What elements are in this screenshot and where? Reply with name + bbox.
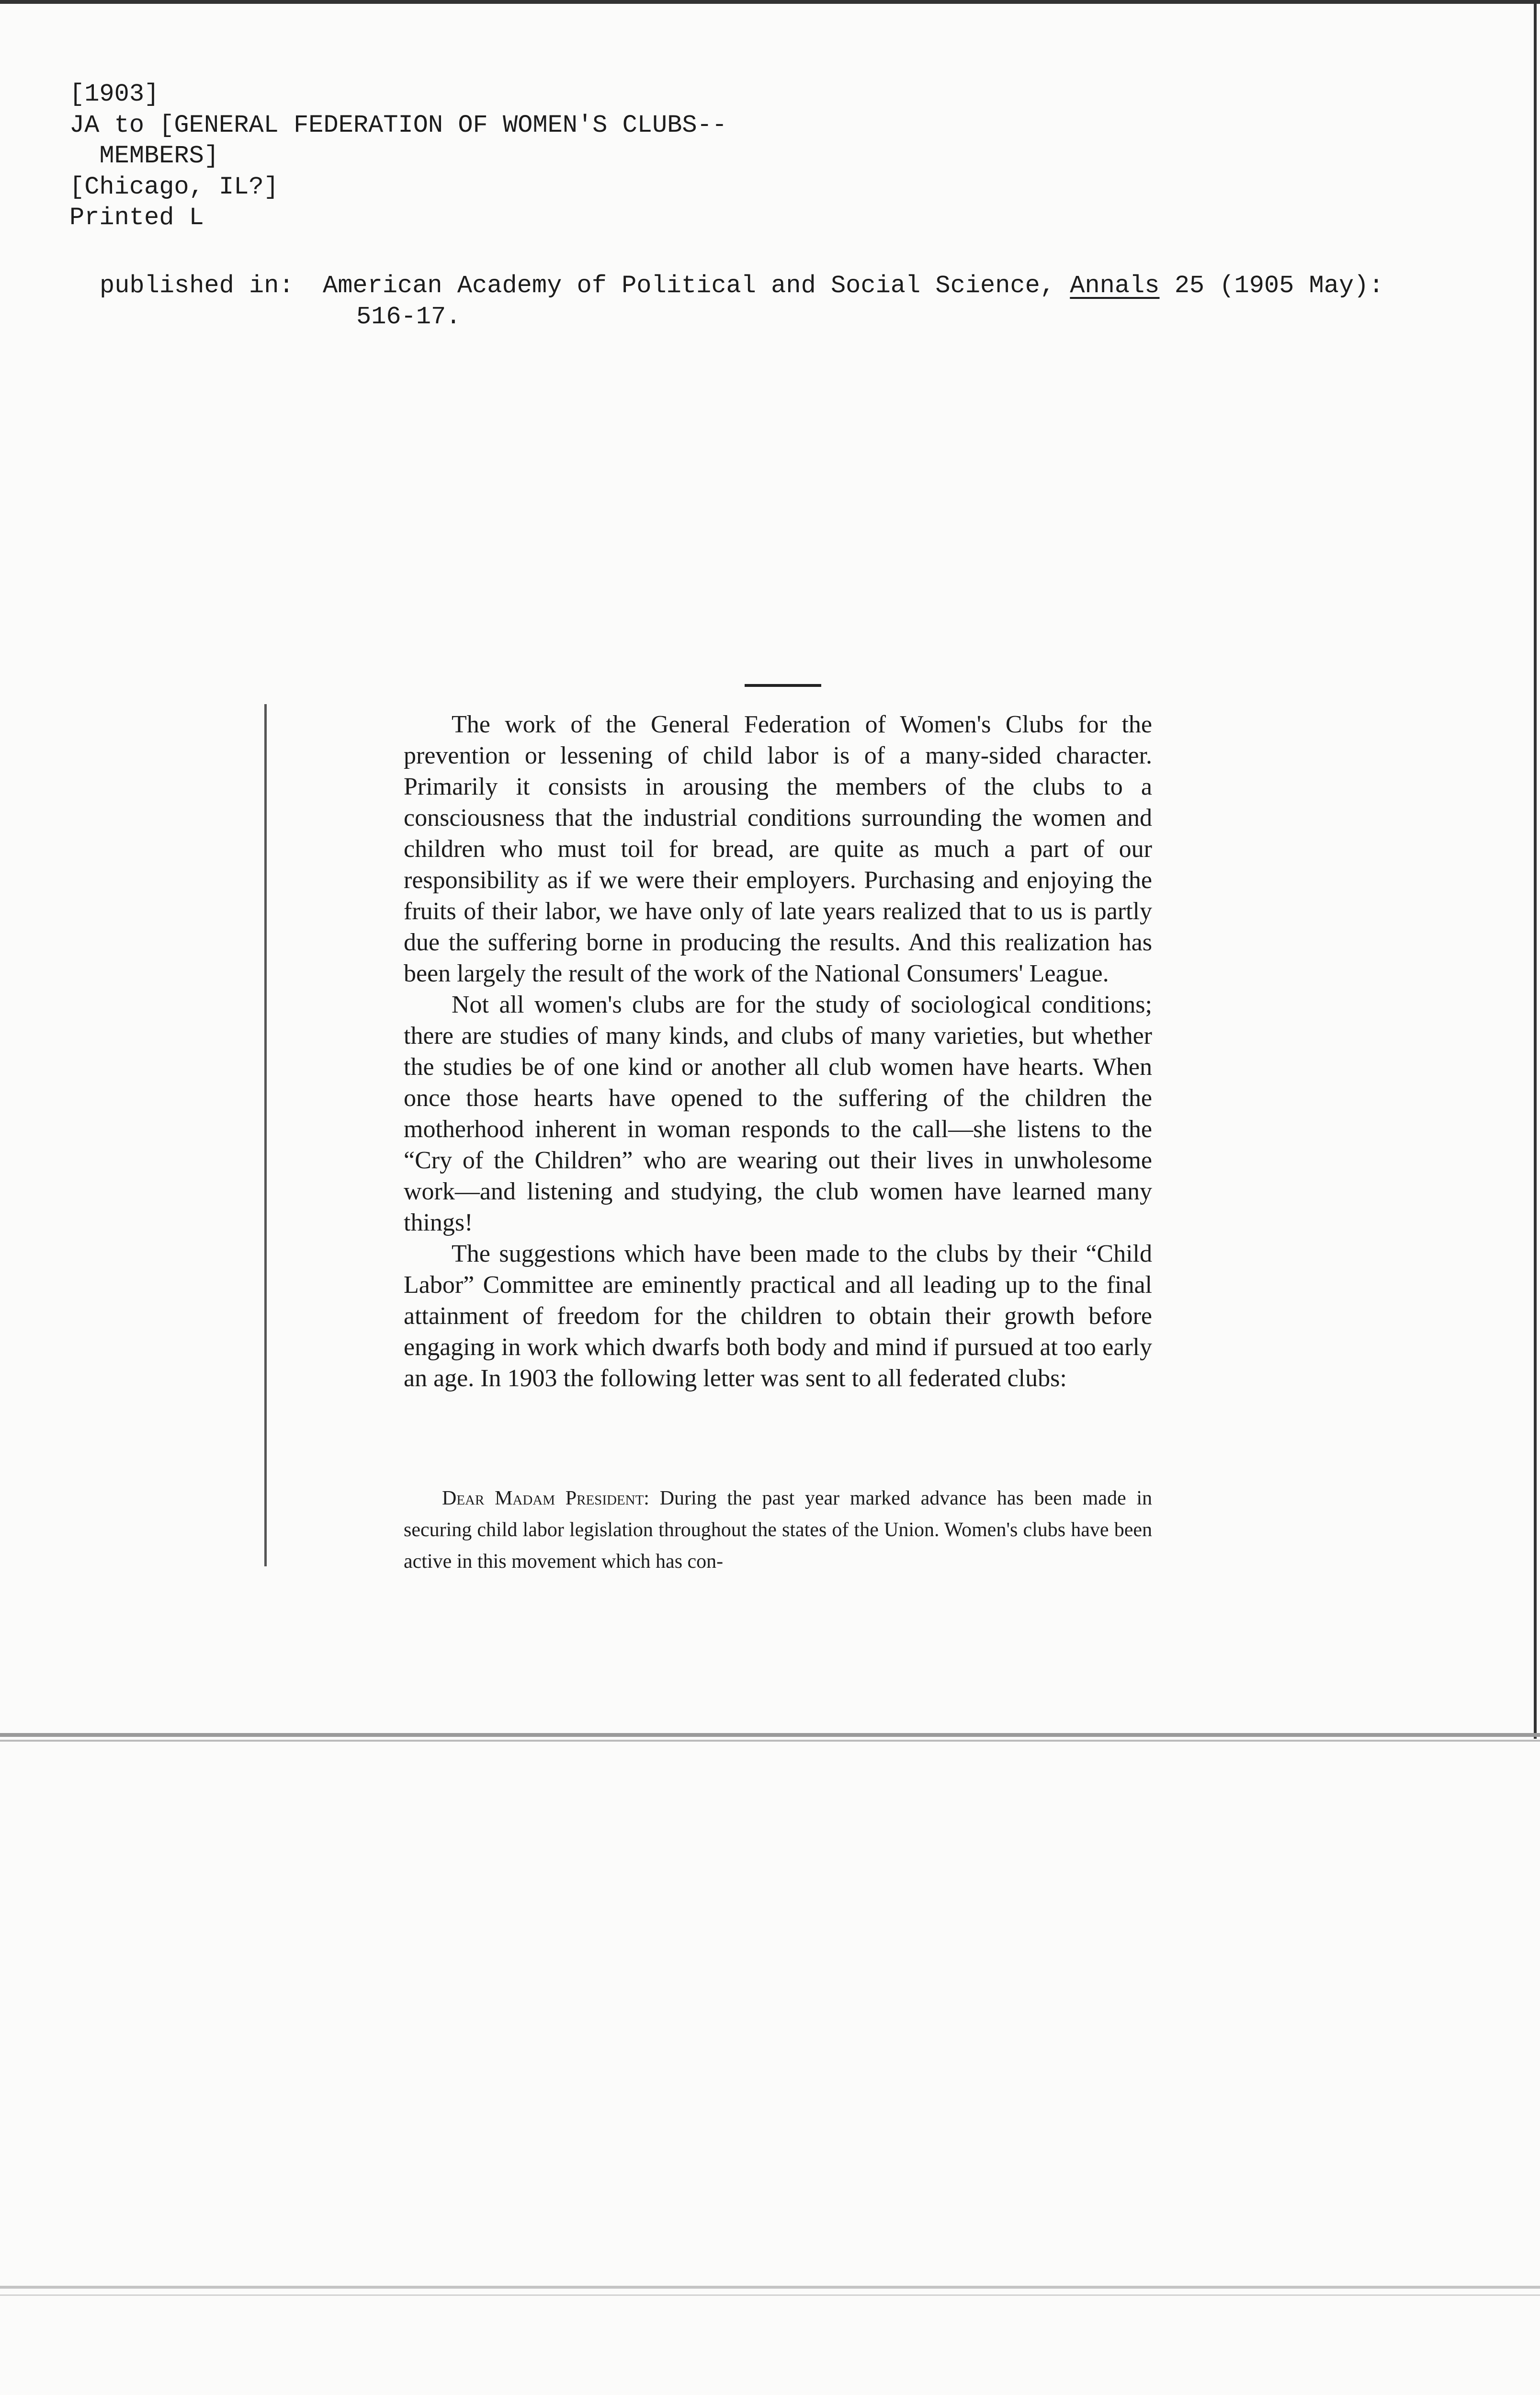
header-doc-type: Printed L bbox=[69, 204, 204, 232]
scan-band bbox=[0, 2294, 1540, 2296]
header-date: [1903] bbox=[69, 80, 159, 108]
right-border bbox=[1534, 0, 1537, 1739]
document-header bbox=[69, 79, 727, 234]
header-recipient: JA to [GENERAL FEDERATION OF WOMEN'S CLUBS-- bbox=[69, 111, 727, 139]
publication-citation bbox=[323, 271, 1384, 302]
header-place: [Chicago, IL?] bbox=[69, 172, 279, 201]
printed-article bbox=[404, 709, 1152, 1394]
letter-body: During the past year marked advance has been made in securing child labor legislation throughout the states of the Union. Women's clubs have been active in this movement which has con- bbox=[404, 1487, 1152, 1573]
citation-journal: Annals bbox=[1070, 272, 1160, 300]
quoted-letter bbox=[404, 1483, 1152, 1577]
top-border bbox=[0, 0, 1540, 4]
citation-pages: 516-17. bbox=[356, 303, 461, 331]
citation-volume: 25 (1905 May): bbox=[1159, 272, 1384, 300]
scan-band bbox=[0, 1740, 1540, 1742]
article-paragraph: Not all women's clubs are for the study of sociological conditions; there are studies of many kinds, and clubs of many varieties, but whether the studies be of one kind or another all club women have hearts. When once those hearts have opened to the suffering of the children the motherhood inherent in woman responds to the call—she listens to the “Cry of the Children” who are wearing out their lives in unwholesome work—and listening and studying, the club women have learned many things! bbox=[404, 991, 1152, 1236]
citation-source: American Academy of Political and Social Science, bbox=[323, 272, 1070, 300]
margin-line bbox=[264, 704, 267, 1566]
article-paragraph: The suggestions which have been made to the clubs by their “Child Labor” Committee are eminently practical and all leading up to the final attainment of freedom for the children to obtain their growth before engaging in work which dwarfs both body and mind if pursued at too early an age. In 1903 the following letter was sent to all federated clubs: bbox=[404, 1240, 1152, 1392]
section-rule bbox=[745, 684, 821, 687]
scan-band bbox=[0, 2286, 1540, 2289]
header-recipient-cont: MEMBERS] bbox=[69, 142, 219, 171]
letter-salutation: Dear Madam President: bbox=[442, 1487, 649, 1509]
article-paragraph: The work of the General Federation of Women's Clubs for the prevention or lessening of child labor is of a many-sided character. Primarily it consists in arousing the members of the clubs to a consciousness that the industrial conditions surrounding the women and children who must toil for bread, are quite as much a part of our responsibility as if we were their employers. Purchasing and enjoying the fruits of their labor, we have only of late years realized that to us is partly due the suffering borne in producing the results. And this realization has been largely the result of the work of the National Consumers' League. bbox=[404, 711, 1152, 987]
published-in-label: published in: bbox=[100, 272, 294, 300]
scan-band bbox=[0, 1733, 1540, 1737]
